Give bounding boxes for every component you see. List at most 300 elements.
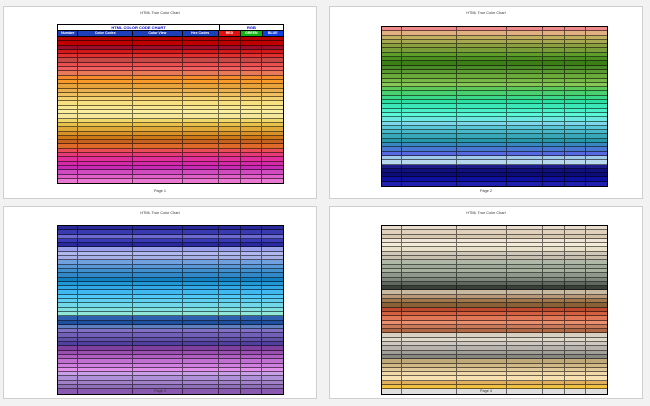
table-cell [402, 117, 457, 120]
table-cell [183, 175, 219, 178]
table-cell [507, 44, 543, 47]
table-cell [133, 127, 183, 130]
table-cell [262, 295, 283, 298]
table-cell [133, 256, 183, 259]
table-cell [241, 67, 262, 70]
column-header-number: Number [58, 31, 78, 36]
table-cell [219, 256, 241, 259]
table-cell [241, 157, 262, 160]
table-cell [78, 119, 133, 122]
table-cell [183, 149, 219, 152]
table-cell [586, 152, 607, 155]
table-cell [241, 278, 262, 281]
table-cell [543, 113, 565, 116]
table-cell [402, 139, 457, 142]
table-cell [402, 83, 457, 86]
table-cell [262, 46, 283, 49]
table-cell [58, 333, 78, 336]
table-cell [543, 333, 565, 336]
table-cell [133, 46, 183, 49]
table-cell [586, 70, 607, 73]
table-cell [586, 122, 607, 125]
table-cell [565, 177, 586, 180]
table-cell [241, 338, 262, 341]
table-cell [58, 308, 78, 311]
table-cell [183, 321, 219, 324]
table-cell [586, 278, 607, 281]
table-cell [219, 351, 241, 354]
table-cell [457, 338, 507, 341]
table-cell [507, 139, 543, 142]
table-cell [507, 113, 543, 116]
table-cell [543, 230, 565, 233]
table-cell [507, 243, 543, 246]
table-cell [382, 381, 402, 384]
column-header-blue: BLUE [263, 31, 283, 36]
table-cell [565, 79, 586, 82]
table-cell [241, 260, 262, 263]
table-cell [58, 89, 78, 92]
table-cell [219, 166, 241, 169]
table-cell [58, 144, 78, 147]
table-cell [133, 368, 183, 371]
table-cell [565, 376, 586, 379]
table-cell [507, 286, 543, 289]
table-cell [565, 109, 586, 112]
table-cell [507, 160, 543, 163]
table-cell [457, 53, 507, 56]
table-cell [507, 385, 543, 388]
page-header: HTML True Color Chart [140, 211, 180, 215]
table-cell [507, 70, 543, 73]
table-cell [586, 342, 607, 345]
table-cell [58, 385, 78, 388]
table-cell [457, 260, 507, 263]
page-header: HTML True Color Chart [140, 11, 180, 15]
table-cell [565, 321, 586, 324]
table-cell [58, 136, 78, 139]
table-cell [183, 342, 219, 345]
table-cell [565, 368, 586, 371]
table-cell [78, 123, 133, 126]
table-cell [78, 316, 133, 319]
table-cell [402, 325, 457, 328]
table-cell [219, 58, 241, 61]
table-cell [543, 31, 565, 34]
table-cell [133, 381, 183, 384]
table-cell [402, 333, 457, 336]
table-cell [58, 123, 78, 126]
table-cell [219, 265, 241, 268]
table-cell [219, 63, 241, 66]
table-cell [543, 27, 565, 30]
table-cell [382, 376, 402, 379]
table-cell [219, 346, 241, 349]
table-cell [78, 368, 133, 371]
table-cell [58, 84, 78, 87]
table-cell [402, 286, 457, 289]
table-cell [402, 282, 457, 285]
table-cell [507, 61, 543, 64]
table-cell [565, 372, 586, 375]
table-cell [133, 63, 183, 66]
table-cell [183, 89, 219, 92]
table-cell [507, 239, 543, 242]
table-cell [58, 58, 78, 61]
table-cell [457, 113, 507, 116]
table-cell [565, 104, 586, 107]
table-cell [586, 282, 607, 285]
table-cell [78, 149, 133, 152]
table-cell [133, 123, 183, 126]
table-cell [457, 74, 507, 77]
table-cell [586, 160, 607, 163]
table-cell [457, 329, 507, 332]
table-cell [402, 273, 457, 276]
table-cell [219, 157, 241, 160]
table-cell [543, 57, 565, 60]
table-cell [78, 226, 133, 229]
table-cell [183, 37, 219, 40]
table-body [382, 226, 607, 394]
table-cell [507, 312, 543, 315]
table-cell [241, 175, 262, 178]
table-cell [402, 130, 457, 133]
table-cell [262, 260, 283, 263]
table-cell [565, 286, 586, 289]
table-cell [219, 269, 241, 272]
table-cell [382, 139, 402, 142]
table-cell [586, 321, 607, 324]
table-cell [457, 44, 507, 47]
table-cell [58, 127, 78, 130]
table-cell [183, 273, 219, 276]
table-cell [78, 381, 133, 384]
table-cell [133, 67, 183, 70]
table-cell [565, 61, 586, 64]
table-cell [183, 346, 219, 349]
table-cell [507, 355, 543, 358]
table-cell [586, 329, 607, 332]
table-cell [78, 80, 133, 83]
table-cell [586, 308, 607, 311]
table-cell [133, 372, 183, 375]
table-cell [586, 376, 607, 379]
table-cell [183, 140, 219, 143]
table-cell [543, 134, 565, 137]
column-header-color-view: Color View [133, 31, 183, 36]
table-cell [543, 372, 565, 375]
table-cell [78, 106, 133, 109]
table-cell [382, 338, 402, 341]
table-cell [133, 140, 183, 143]
table-cell [78, 278, 133, 281]
table-cell [382, 290, 402, 293]
table-cell [262, 282, 283, 285]
table-cell [565, 113, 586, 116]
table-cell [382, 359, 402, 362]
table-cell [133, 175, 183, 178]
page-header: HTML True Color Chart [466, 211, 506, 215]
table-cell [133, 260, 183, 263]
table-cell [58, 239, 78, 242]
table-cell [241, 295, 262, 298]
table-cell [219, 252, 241, 255]
table-cell [183, 235, 219, 238]
table-cell [219, 290, 241, 293]
table-cell [507, 303, 543, 306]
table-cell [402, 312, 457, 315]
table-cell [402, 252, 457, 255]
table-cell [543, 265, 565, 268]
table-cell [565, 256, 586, 259]
table-cell [262, 235, 283, 238]
table-cell [507, 325, 543, 328]
table-cell [241, 333, 262, 336]
table-cell [78, 140, 133, 143]
table-cell [382, 256, 402, 259]
table-cell [58, 50, 78, 53]
table-cell [183, 368, 219, 371]
table-cell [241, 58, 262, 61]
table-cell [241, 316, 262, 319]
color-table [381, 26, 608, 187]
table-cell [219, 312, 241, 315]
table-cell [219, 333, 241, 336]
table-cell [241, 282, 262, 285]
table-cell [507, 109, 543, 112]
table-cell [262, 351, 283, 354]
table-cell [133, 364, 183, 367]
table-cell [402, 31, 457, 34]
table-cell [565, 333, 586, 336]
table-cell [382, 321, 402, 324]
table-cell [241, 149, 262, 152]
table-cell [262, 265, 283, 268]
table-cell [507, 247, 543, 250]
table-cell [133, 149, 183, 152]
table-cell [507, 278, 543, 281]
table-cell [219, 364, 241, 367]
table-body [382, 27, 607, 186]
table-cell [262, 67, 283, 70]
table-cell [133, 295, 183, 298]
table-cell [78, 230, 133, 233]
table-cell [586, 31, 607, 34]
table-cell [262, 89, 283, 92]
table-cell [262, 162, 283, 165]
table-cell [507, 79, 543, 82]
table-cell [262, 166, 283, 169]
table-cell [565, 40, 586, 43]
table-cell [382, 100, 402, 103]
table-cell [133, 136, 183, 139]
table-cell [457, 312, 507, 315]
table-cell [78, 325, 133, 328]
table-cell [543, 243, 565, 246]
table-cell [382, 325, 402, 328]
table-cell [78, 346, 133, 349]
table-cell [78, 110, 133, 113]
table-cell [402, 346, 457, 349]
table-cell [565, 243, 586, 246]
table-cell [402, 169, 457, 172]
table-cell [78, 37, 133, 40]
table-cell [457, 165, 507, 168]
table-cell [183, 157, 219, 160]
table-cell [58, 140, 78, 143]
table-cell [543, 130, 565, 133]
table-cell [543, 70, 565, 73]
table-cell [543, 126, 565, 129]
table-cell [507, 299, 543, 302]
table-cell [183, 84, 219, 87]
table-cell [565, 156, 586, 159]
table-cell [382, 44, 402, 47]
table-cell [262, 290, 283, 293]
table-cell [543, 147, 565, 150]
table-cell [543, 286, 565, 289]
table-cell [402, 53, 457, 56]
table-cell [543, 91, 565, 94]
table-cell [543, 160, 565, 163]
table-cell [457, 282, 507, 285]
table-cell [382, 235, 402, 238]
table-cell [262, 132, 283, 135]
table-cell [507, 282, 543, 285]
table-cell [457, 269, 507, 272]
table-cell [402, 385, 457, 388]
table-cell [565, 265, 586, 268]
table-cell [241, 265, 262, 268]
table-cell [586, 338, 607, 341]
table-cell [402, 368, 457, 371]
table-cell [241, 351, 262, 354]
table-cell [133, 162, 183, 165]
table-cell [58, 175, 78, 178]
table-cell [241, 80, 262, 83]
table-cell [586, 139, 607, 142]
table-cell [382, 79, 402, 82]
table-cell [262, 63, 283, 66]
table-cell [543, 79, 565, 82]
table-cell [382, 134, 402, 137]
table-cell [58, 290, 78, 293]
table-cell [586, 273, 607, 276]
rgb-title: RGB [247, 25, 256, 30]
table-cell [382, 282, 402, 285]
table-cell [219, 80, 241, 83]
table-cell [565, 359, 586, 362]
table-cell [219, 321, 241, 324]
page-footer: Page 2 [479, 189, 493, 193]
table-cell [507, 100, 543, 103]
table-cell [586, 230, 607, 233]
table-cell [565, 173, 586, 176]
table-cell [586, 53, 607, 56]
table-cell [219, 127, 241, 130]
table-cell [183, 329, 219, 332]
table-cell [402, 329, 457, 332]
table-cell [507, 53, 543, 56]
table-cell [382, 247, 402, 250]
table-cell [457, 295, 507, 298]
table-cell [507, 117, 543, 120]
table-cell [133, 355, 183, 358]
table-cell [78, 342, 133, 345]
table-cell [262, 278, 283, 281]
table-cell [183, 243, 219, 246]
table-cell [565, 269, 586, 272]
table-cell [586, 177, 607, 180]
table-cell [183, 252, 219, 255]
table-cell [586, 91, 607, 94]
table-cell [457, 126, 507, 129]
table-cell [219, 71, 241, 74]
table-cell [382, 57, 402, 60]
table-cell [219, 295, 241, 298]
table-cell [262, 239, 283, 242]
table-cell [183, 269, 219, 272]
table-cell [507, 130, 543, 133]
table-cell [262, 308, 283, 311]
table-cell [78, 312, 133, 315]
table-cell [402, 104, 457, 107]
table-cell [78, 286, 133, 289]
page-footer: Page 4 [479, 389, 493, 393]
table-cell [457, 104, 507, 107]
table-cell [58, 299, 78, 302]
table-cell [183, 136, 219, 139]
table-cell [133, 239, 183, 242]
table-cell [78, 359, 133, 362]
table-cell [382, 265, 402, 268]
table-cell [183, 265, 219, 268]
table-cell [58, 71, 78, 74]
table-cell [543, 152, 565, 155]
table-cell [543, 61, 565, 64]
table-cell [457, 303, 507, 306]
table-cell [241, 355, 262, 358]
table-cell [219, 179, 241, 183]
table-cell [382, 278, 402, 281]
table-cell [183, 230, 219, 233]
table-body [58, 226, 283, 394]
table-cell [565, 57, 586, 60]
table-cell [402, 122, 457, 125]
table-cell [58, 110, 78, 113]
table-cell [543, 321, 565, 324]
table-body [58, 37, 283, 183]
table-cell [586, 364, 607, 367]
table-cell [507, 316, 543, 319]
table-cell [382, 143, 402, 146]
table-cell [382, 372, 402, 375]
table-cell [78, 290, 133, 293]
table-cell [219, 97, 241, 100]
table-cell [457, 177, 507, 180]
table-cell [507, 152, 543, 155]
table-cell [507, 351, 543, 354]
table-cell [241, 54, 262, 57]
table-cell [183, 63, 219, 66]
table-cell [382, 260, 402, 263]
table-cell [241, 106, 262, 109]
table-cell [262, 299, 283, 302]
table-cell [262, 359, 283, 362]
table-cell [78, 235, 133, 238]
table-cell [133, 303, 183, 306]
